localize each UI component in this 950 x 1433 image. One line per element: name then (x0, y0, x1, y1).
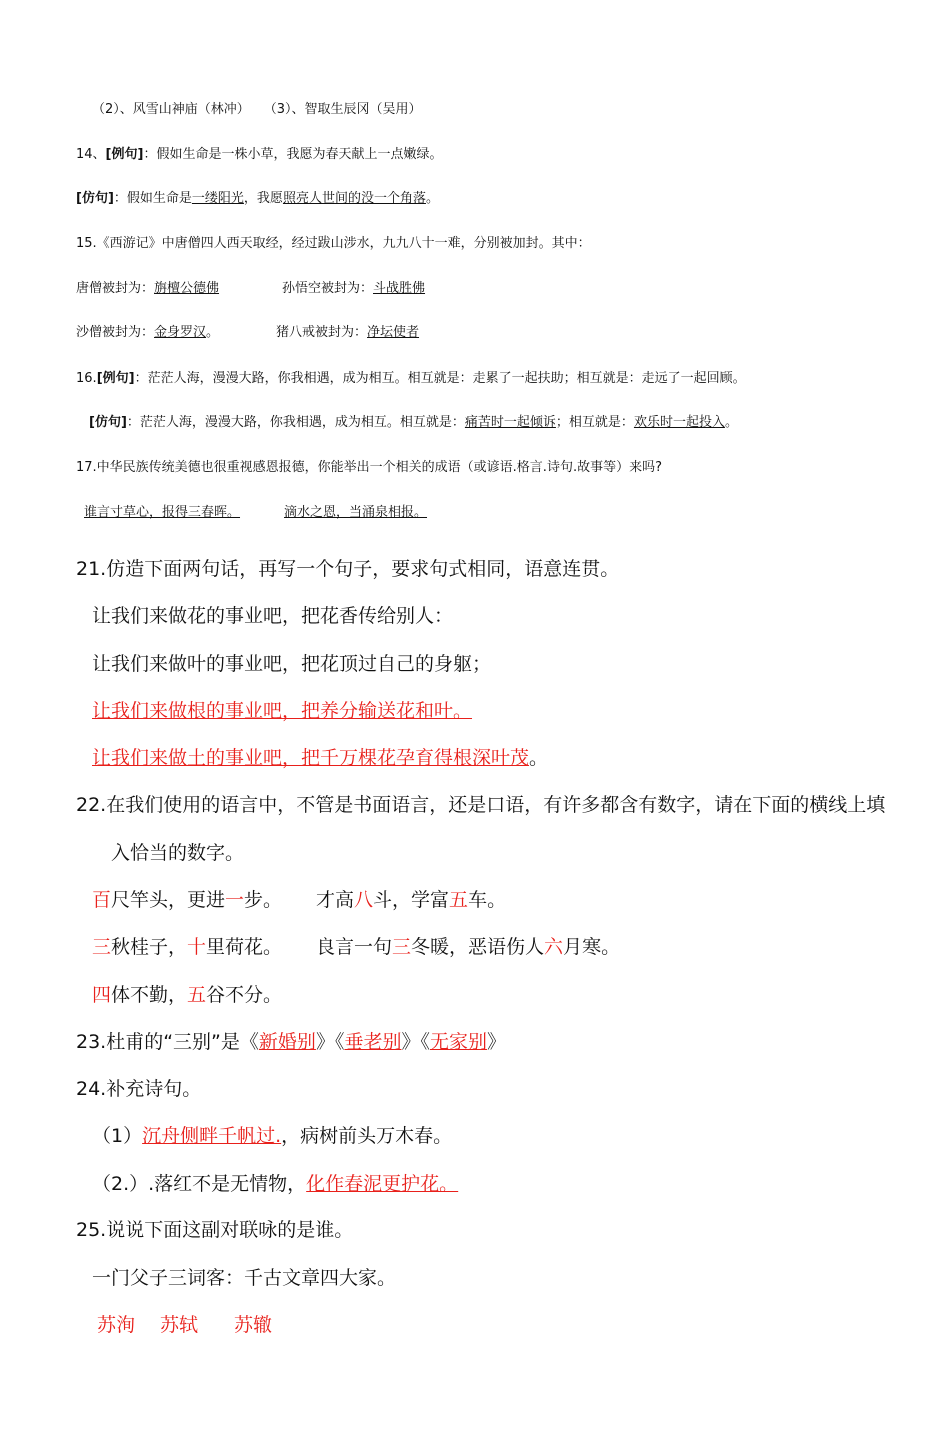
q21-answer2: 让我们来做土的事业吧，把千万棵花孕育得根深叶茂 (92, 747, 530, 769)
q22-text: 车。 (468, 889, 507, 911)
q16-imitate-part1: ：茫茫人海，漫漫大路，你我相遇，成为相互。相互就是： (126, 415, 465, 430)
q16-imitation (89, 411, 738, 430)
q23-bracket: 》《 (401, 1031, 430, 1053)
q22-text: 步。 (244, 889, 283, 911)
q23-answer3: 无家别 (429, 1031, 487, 1053)
q15-sun (282, 277, 425, 296)
q23-bracket: 》 (487, 1031, 507, 1053)
q15-sha-label: 沙僧被封为： (76, 325, 155, 340)
q22-number: 三 (392, 936, 412, 958)
q25-answer2: 苏轼 (160, 1314, 199, 1336)
q16-imitate-part2: ；相互就是： (555, 415, 634, 430)
q22-question-line1: 22.在我们使用的语言中，不管是书面语言，还是口语，有许多都含有数字，请在下面的横线上填 (76, 794, 886, 816)
q22-idiom-3 (92, 932, 282, 959)
q23-answer2: 垂老别 (344, 1031, 402, 1053)
q22-question-line2: 入恰当的数字。 (111, 842, 245, 864)
q25-couplet: 一门父子三词客：千古文章四大家。 (92, 1267, 397, 1289)
q21-answer2-line (92, 743, 548, 770)
q17-answer1: 谁言寸草心，报得三春晖。 (84, 505, 241, 520)
q22-idiom-5 (92, 980, 282, 1007)
q23-bracket: 》《 (315, 1031, 345, 1053)
q15-zhu (276, 321, 419, 340)
q14-imitate-answer2: 照亮人世间的没一个角落 (282, 191, 426, 206)
q13-item-a: （2）、风雪山神庙（林冲） (92, 102, 250, 117)
q22-idiom-1 (92, 885, 282, 912)
q24-poem-rest: ，病树前头万木春。 (281, 1125, 453, 1147)
q24-poem-2 (92, 1169, 458, 1196)
q15-tang-label: 唐僧被封为： (76, 281, 155, 296)
q24-answer1: 沉舟侧畔千帆过. (142, 1125, 282, 1147)
q24-item-number: （1） (92, 1125, 143, 1147)
q15-sun-answer: 斗战胜佛 (373, 281, 426, 296)
q25-answer1: 苏洵 (97, 1314, 136, 1336)
q14-number: 14、 (76, 147, 106, 162)
q15-tang-answer: 旃檀公德佛 (154, 281, 220, 296)
q22-number: 十 (187, 936, 207, 958)
q23-bracket: 《 (239, 1031, 259, 1053)
q15-sha (76, 321, 219, 340)
q15-question: 15.《西游记》中唐僧四人西天取经，经过跋山涉水，九九八十一难，分别被加封。其中： (76, 236, 591, 251)
q14-imitate-part3: 。 (425, 191, 439, 206)
q24-answer2: 化作春泥更护花。 (306, 1173, 459, 1195)
q13-item-b: （3）、智取生辰冈（吴用） (263, 102, 422, 117)
q25-question: 25.说说下面这副对联咏的是谁。 (76, 1219, 354, 1241)
q22-number: 五 (449, 889, 469, 911)
q23-answer1: 新婚别 (258, 1031, 316, 1053)
q24-poem-1 (92, 1121, 452, 1148)
q15-tang (76, 277, 219, 296)
q22-text: 秋桂子， (111, 936, 188, 958)
q22-text: 良言一句 (316, 936, 393, 958)
q14-example-text: ：假如生命是一株小草，我愿为春天献上一点嫩绿。 (143, 147, 443, 162)
q14-example-tag: [例句] (105, 147, 144, 162)
q21-line2: 让我们来做叶的事业吧，把花顶过自己的身躯； (92, 653, 492, 675)
q16-imitate-part3: 。 (724, 415, 738, 430)
q24-question: 24.补充诗句。 (76, 1078, 202, 1100)
q16-imitate-answer1: 痛苦时一起倾诉 (464, 415, 556, 430)
q15-zhu-label: 猪八戒被封为： (276, 325, 368, 340)
q22-number: 五 (187, 984, 207, 1006)
q24-item-text: （2.）.落红不是无情物， (92, 1173, 307, 1195)
q22-text: 里荷花。 (206, 936, 283, 958)
q16-example-tag: [例句] (96, 371, 135, 386)
q22-number: 百 (92, 889, 112, 911)
q16-number: 16. (76, 371, 97, 386)
q23-question: 23.杜甫的“三别”是 (76, 1031, 240, 1053)
q22-text: 才高 (316, 889, 355, 911)
q23-line (76, 1027, 506, 1054)
q21-question: 21.仿造下面两句话，再写一个句子，要求句式相同，语意连贯。 (76, 558, 620, 580)
q22-text: 谷不分。 (206, 984, 283, 1006)
q17-answer2: 滴水之恩，当涌泉相报。 (284, 505, 428, 520)
q22-idiom-2 (316, 885, 506, 912)
q22-text: 体不勤， (111, 984, 188, 1006)
q16-example (76, 367, 746, 386)
q14-imitation (76, 187, 439, 206)
q14-imitate-tag: [仿句] (76, 191, 114, 206)
q21-line1: 让我们来做花的事业吧，把花香传给别人： (92, 605, 454, 627)
q15-sha-end: 。 (206, 325, 220, 340)
q22-text: 斗，学富 (373, 889, 450, 911)
q22-text: 尺竿头，更进 (111, 889, 226, 911)
q22-number: 六 (544, 936, 564, 958)
q22-number: 一 (225, 889, 245, 911)
q15-sun-label: 孙悟空被封为： (282, 281, 374, 296)
q16-imitate-tag: [仿句] (89, 415, 127, 430)
q15-sha-answer: 金身罗汉 (154, 325, 207, 340)
q22-number: 八 (354, 889, 374, 911)
q17-question: 17.中华民族传统美德也很重视感恩报德，你能举出一个相关的成语（或谚语.格言.诗句.故事等）来吗? (76, 460, 662, 475)
q14-example (76, 143, 442, 162)
q22-number: 四 (92, 984, 112, 1006)
q22-text: 冬暖，恶语伤人 (411, 936, 545, 958)
q14-imitate-part2: ，我愿 (243, 191, 283, 206)
q25-answer3: 苏辙 (234, 1314, 273, 1336)
q13-line (92, 98, 422, 117)
q16-imitate-answer2: 欢乐时一起投入 (633, 415, 725, 430)
q21-answer2-end: 。 (529, 747, 549, 769)
q22-number: 三 (92, 936, 112, 958)
q21-answer1: 让我们来做根的事业吧，把养分输送花和叶。 (92, 700, 473, 722)
q14-imitate-part1: ：假如生命是 (113, 191, 192, 206)
q14-imitate-answer1: 一缕阳光 (191, 191, 244, 206)
q16-example-text: ：茫茫人海，漫漫大路，你我相遇，成为相互。相互就是：走累了一起扶助；相互就是：走远了一起回顾。 (134, 371, 746, 386)
q22-text: 月寒。 (563, 936, 621, 958)
q22-idiom-4 (316, 932, 620, 959)
q15-zhu-answer: 净坛使者 (367, 325, 420, 340)
